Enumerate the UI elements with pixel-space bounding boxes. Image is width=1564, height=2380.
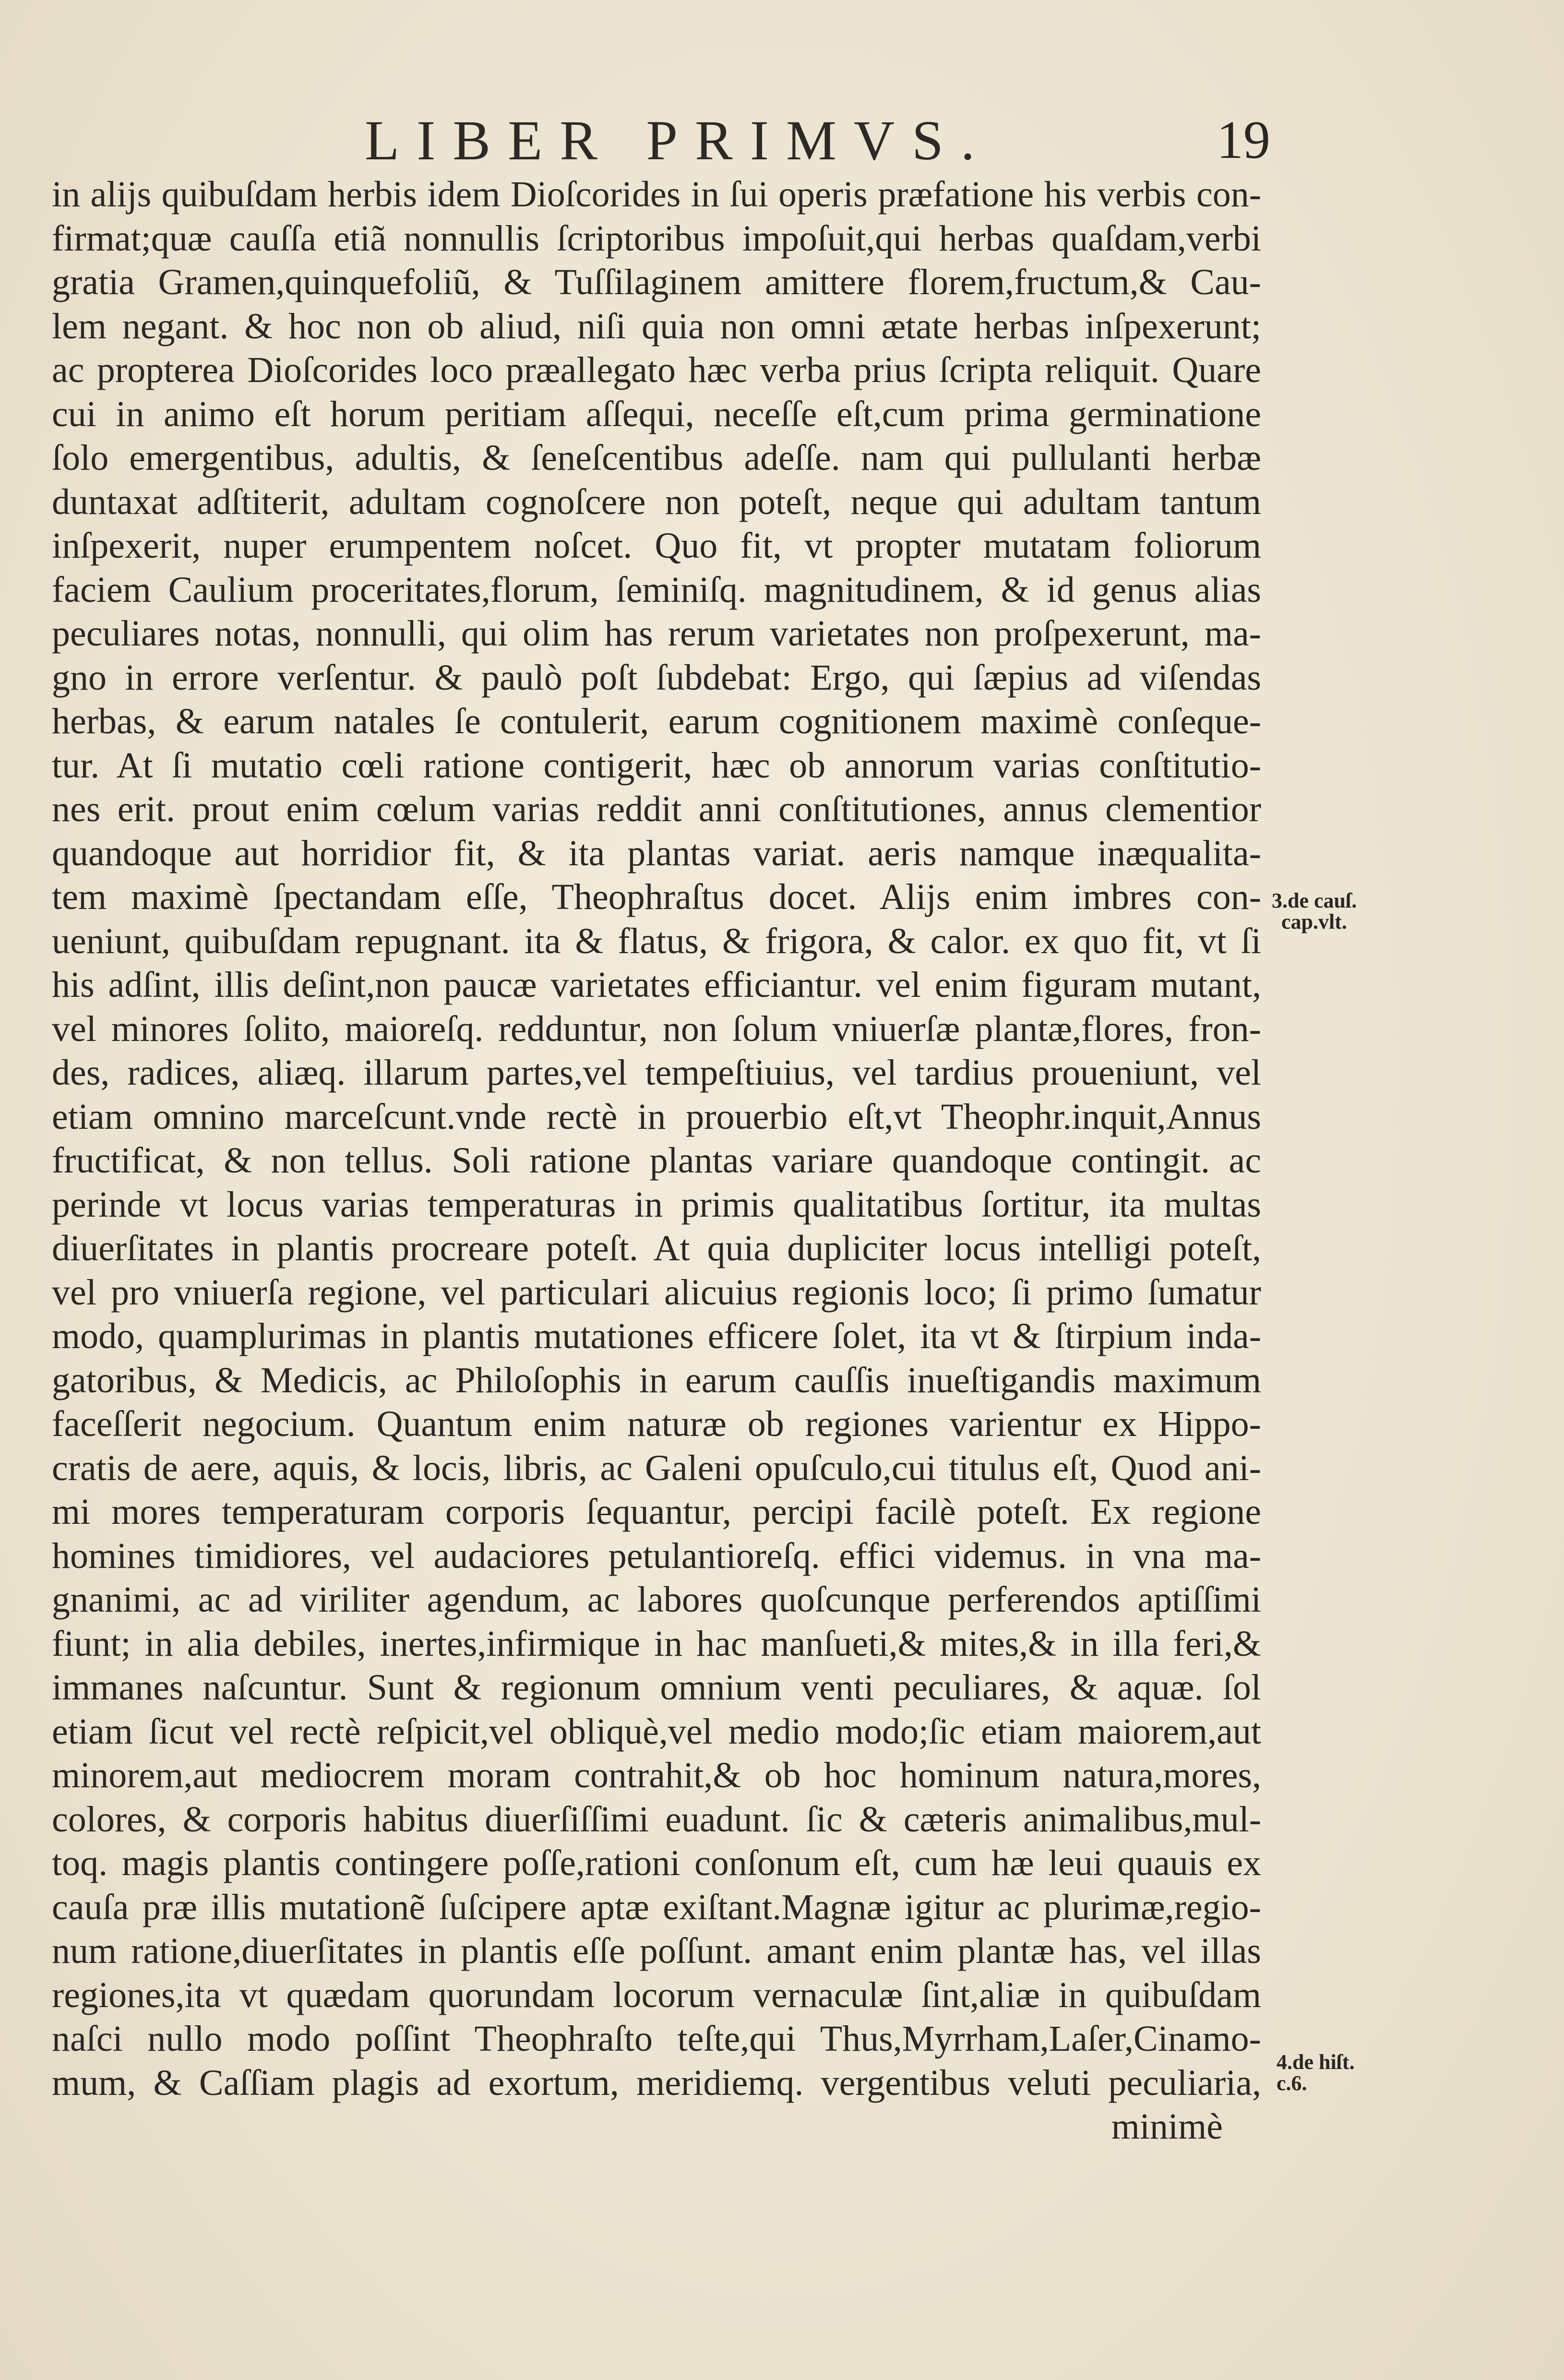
text-line: cauſa præ illis mutationẽ ſuſcipere aptæ exiſtant.Magnæ igitur ac plurimæ,regio- [52,1887,1261,1927]
text-line: faceſſerit negocium. Quantum enim naturæ ob regiones varientur ex Hippo- [52,1404,1261,1444]
page-number: 19 [1217,110,1270,170]
text-line: cratis de aere, aquis, & locis, libris, ac Galeni opuſculo,cui titulus eſt, Quod ani- [52,1447,1261,1488]
text-line: gno in errore verſentur. & paulò poſt ſubdebat: Ergo, qui ſæpius ad viſendas [52,657,1261,698]
text-line: lem negant. & hoc non ob aliud, niſi quia non omni ætate herbas inſpexerunt; [52,306,1261,347]
text-line: tem maximè ſpectandam eſſe, Theophraſtus docet. Alijs enim imbres con- [52,877,1261,917]
text-line: duntaxat adſtiterit, adultam cognoſcere non poteſt, neque qui adultam tantum [52,481,1261,522]
text-line: immanes naſcuntur. Sunt & regionum omnium venti peculiares, & aquæ. ſol [52,1667,1261,1708]
text-line: cui in animo eſt horum peritiam aſſequi, neceſſe eſt,cum prima germinatione [52,394,1261,434]
text-line: gatoribus, & Medicis, ac Philoſophis in earum cauſſis inueſtigandis maximum [52,1360,1261,1400]
marginal-note-line: 4.de hiſt. [1277,2050,1355,2074]
text-line: peculiares notas, nonnulli, qui olim has rerum varietates non proſpexerunt, ma- [52,613,1261,654]
text-line: tur. At ſi mutatio cœli ratione contigerit, hæc ob annorum varias conſtitutio- [52,745,1261,786]
text-line: naſci nullo modo poſſint Theophraſto teſte,qui Thus,Myrrham,Laſer,Cinamo- [52,2019,1261,2059]
text-line: etiam omnino marceſcunt.vnde rectè in prouerbio eſt,vt Theophr.inquit,Annus [52,1096,1261,1137]
text-line: gnanimi, ac ad viriliter agendum, ac labores quoſcunque perferendos aptiſſimi [52,1579,1261,1620]
text-line: inſpexerit, nuper erumpentem noſcet. Quo fit, vt propter mutatam foliorum [52,526,1261,566]
marginal-note-line: cap.vlt. [1281,910,1347,933]
text-line: vel pro vniuerſa regione, vel particulari alicuius regionis loco; ſi primo ſumatur [52,1272,1261,1313]
text-line: fiunt; in alia debiles, inertes,infirmique in hac manſueti,& mites,& in illa feri,& [52,1623,1261,1664]
text-line: homines timidiores, vel audaciores petulantioreſq. effici videmus. in vna ma- [52,1535,1261,1576]
text-line: mum, & Caſſiam plagis ad exortum, meridiemq. vergentibus veluti peculiaria, [52,2062,1261,2103]
text-line: vel minores ſolito, maioreſq. redduntur, non ſolum vniuerſæ plantæ,flores, fron- [52,1008,1261,1049]
text-line: quandoque aut horridior fit, & ita plantas variat. aeris namque inæqualita- [52,833,1261,873]
marginal-note [1272,890,1357,933]
text-line: nes erit. prout enim cœlum varias reddit anni conſtitutiones, annus clementior [52,789,1261,829]
text-block [52,173,1261,2149]
text-line: modo, quamplurimas in plantis mutationes efficere ſolet, ita vt & ſtirpium inda- [52,1316,1261,1356]
text-line: faciem Caulium proceritates,florum, ſeminiſq. magnitudinem, & id genus alias [52,569,1261,610]
text-line: in alijs quibuſdam herbis idem Dioſcorides in ſui operis præfatione his verbis con- [52,174,1261,215]
text-line: etiam ſicut vel rectè reſpicit,vel obliquè,vel medio modo;ſic etiam maiorem,aut [52,1711,1261,1752]
text-line: colores, & corporis habitus diuerſiſſimi euadunt. ſic & cæteris animalibus,mul- [52,1799,1261,1840]
text-line: num ratione,diuerſitates in plantis eſſe poſſunt. amant enim plantæ has, vel illas [52,1931,1261,1971]
text-line: toq. magis plantis contingere poſſe,rationi conſonum eſt, cum hæ leui quauis ex [52,1843,1261,1883]
catchword: minimè [1111,2106,1223,2147]
text-line: firmat;quæ cauſſa etiã nonnullis ſcriptoribus impoſuit,qui herbas quaſdam,verbi [52,218,1261,259]
text-line: ueniunt, quibuſdam repugnant. ita & flatus, & frigora, & calor. ex quo fit, vt ſi [52,921,1261,961]
text-line: minorem,aut mediocrem moram contrahit,& ob hoc hominum natura,mores, [52,1755,1261,1795]
text-line: ſolo emergentibus, adultis, & ſeneſcentibus adeſſe. nam qui pullulanti herbæ [52,438,1261,478]
text-line: his adſint, illis deſint,non paucæ varietates efficiantur. vel enim figuram mutant, [52,965,1261,1005]
marginal-note [1277,2052,1355,2094]
text-line: ac propterea Dioſcorides loco præallegato hæc verba prius ſcripta reliquit. Quare [52,350,1261,390]
text-line: diuerſitates in plantis procreare poteſt. At quia dupliciter locus intelligi poteſt, [52,1228,1261,1268]
running-title: LIBER PRIMVS. [365,109,992,172]
text-line: fructificat, & non tellus. Soli ratione plantas variare quandoque contingit. ac [52,1140,1261,1181]
text-line: herbas, & earum natales ſe contulerit, earum cognitionem maximè conſeque- [52,701,1261,742]
text-line: perinde vt locus varias temperaturas in primis qualitatibus ſortitur, ita multas [52,1184,1261,1225]
text-line: mi mores temperaturam corporis ſequantur, percipi facilè poteſt. Ex regione [52,1492,1261,1532]
marginal-note-line: 3.de cauſ. [1272,889,1357,912]
text-line: regiones,ita vt quædam quorundam locorum vernaculæ ſint,aliæ in quibuſdam [52,1974,1261,2015]
text-line: gratia Gramen,quinquefoliũ, & Tuſſilaginem amittere florem,fructum,& Cau- [52,262,1261,302]
text-line: des, radices, aliæq. illarum partes,vel tempeſtiuius, vel tardius proueniunt, vel [52,1052,1261,1093]
marginal-note-line: c.6. [1277,2071,1307,2095]
